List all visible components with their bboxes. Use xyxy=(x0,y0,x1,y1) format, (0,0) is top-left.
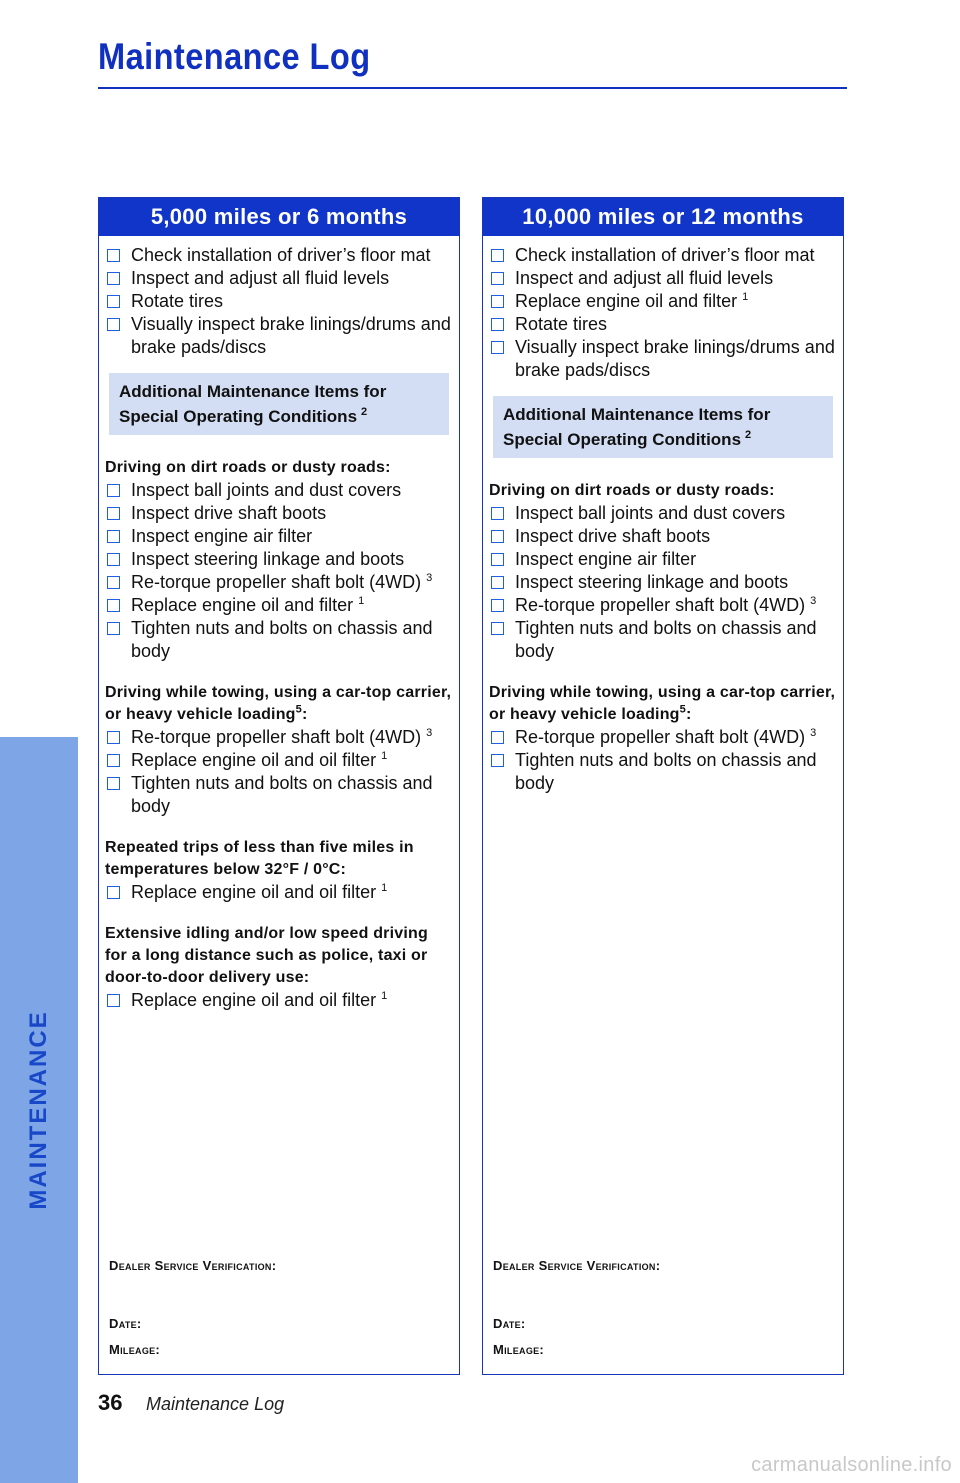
item-text: Tighten nuts and bolts on chassis and body xyxy=(131,618,433,661)
panel-5000-miles xyxy=(98,197,460,1375)
footnote-ref: 2 xyxy=(745,429,752,442)
checklist-item xyxy=(489,525,837,548)
footnote-ref: 1 xyxy=(742,291,749,303)
item-text: Visually inspect brake linings/drums and brake pads/discs xyxy=(515,337,835,380)
checkbox[interactable] xyxy=(107,576,120,589)
page-title: Maintenance Log xyxy=(98,36,371,77)
condition-group xyxy=(105,923,453,1012)
item-text: Check installation of driver’s floor mat xyxy=(131,245,431,265)
page-number: 36 xyxy=(98,1390,123,1415)
checkbox[interactable] xyxy=(491,599,504,612)
checklist-item xyxy=(489,502,837,525)
condition-group xyxy=(489,480,837,663)
item-text: Tighten nuts and bolts on chassis and body xyxy=(515,618,817,661)
checklist-item xyxy=(105,267,453,290)
standard-items xyxy=(105,244,453,359)
checklist-item xyxy=(489,571,837,594)
checklist-item xyxy=(489,267,837,290)
footer-label: Maintenance Log xyxy=(146,1394,285,1414)
checkbox[interactable] xyxy=(491,754,504,767)
item-text: Inspect engine air filter xyxy=(515,549,697,569)
checkbox[interactable] xyxy=(107,754,120,767)
item-text: Inspect drive shaft boots xyxy=(515,526,711,546)
checklist-item xyxy=(489,290,837,313)
condition-heading: Driving while towing, using a car-top carrier, or heavy vehicle loading$^5$: xyxy=(489,684,836,723)
condition-heading: Driving on dirt roads or dusty roads: xyxy=(105,459,391,476)
footnote-ref: 1 xyxy=(381,750,388,762)
checklist-item xyxy=(105,989,453,1012)
condition-group xyxy=(105,837,453,904)
checklist-item xyxy=(489,244,837,267)
checklist-item xyxy=(105,726,453,749)
checklist-item xyxy=(489,594,837,617)
checkbox[interactable] xyxy=(491,576,504,589)
checkbox[interactable] xyxy=(107,994,120,1007)
special-line-2: Special Operating Conditions $^2$ xyxy=(503,429,752,449)
item-text: Replace engine oil and oil filter xyxy=(131,882,377,902)
checkbox[interactable] xyxy=(491,622,504,635)
checkbox[interactable] xyxy=(107,731,120,744)
condition-heading: Driving on dirt roads or dusty roads: xyxy=(489,482,775,499)
item-text: Inspect drive shaft boots xyxy=(131,503,327,523)
checkbox[interactable] xyxy=(107,622,120,635)
item-text: Replace engine oil and filter xyxy=(515,291,738,311)
special-conditions-box xyxy=(493,396,833,458)
checkbox[interactable] xyxy=(491,553,504,566)
item-text: Inspect steering linkage and boots xyxy=(131,549,405,569)
date-label: Date: xyxy=(493,1316,526,1331)
checkbox[interactable] xyxy=(107,249,120,262)
item-text: Check installation of driver’s floor mat xyxy=(515,245,815,265)
footnote-ref: 2 xyxy=(361,406,368,419)
checkbox[interactable] xyxy=(491,530,504,543)
checklist-item xyxy=(489,313,837,336)
special-conditions-box xyxy=(109,373,449,435)
item-text: Inspect and adjust all fluid levels xyxy=(515,268,774,288)
footnote-ref: 1 xyxy=(381,882,388,894)
checklist-item xyxy=(105,571,453,594)
checklist-item xyxy=(105,772,453,818)
footnote-ref: 3 xyxy=(426,727,433,739)
checkbox[interactable] xyxy=(107,886,120,899)
condition-groups xyxy=(105,457,453,1012)
item-text: Inspect steering linkage and boots xyxy=(515,572,789,592)
checkbox[interactable] xyxy=(107,599,120,612)
item-text: Tighten nuts and bolts on chassis and body xyxy=(515,750,817,793)
item-text: Re-torque propeller shaft bolt (4WD) xyxy=(515,727,806,747)
condition-heading: Extensive idling and/or low speed driving for a long distance such as police, taxi or door-to-door delivery use: xyxy=(105,925,428,986)
dealer-verification-label: Dealer Service Verification: xyxy=(493,1258,661,1273)
special-line-2: Special Operating Conditions $^2$ xyxy=(119,406,368,426)
checkbox[interactable] xyxy=(107,553,120,566)
side-tab-label: MAINTENANCE xyxy=(25,1010,52,1210)
checklist-item xyxy=(105,617,453,663)
item-text: Inspect ball joints and dust covers xyxy=(515,503,786,523)
condition-group xyxy=(105,682,453,818)
item-text: Replace engine oil and filter xyxy=(131,595,354,615)
footnote-ref: 3 xyxy=(426,572,433,584)
condition-group xyxy=(105,457,453,663)
footnote-ref: 5 xyxy=(679,703,686,716)
checklist-item xyxy=(489,617,837,663)
checklist-item xyxy=(105,313,453,359)
checkbox[interactable] xyxy=(491,731,504,744)
item-text: Inspect engine air filter xyxy=(131,526,313,546)
checkbox[interactable] xyxy=(107,318,120,331)
mileage-label: Mileage: xyxy=(493,1342,545,1357)
item-text: Inspect and adjust all fluid levels xyxy=(131,268,390,288)
item-text: Replace engine oil and oil filter xyxy=(131,750,377,770)
checklist-item xyxy=(105,548,453,571)
item-text: Rotate tires xyxy=(131,291,224,311)
item-text: Visually inspect brake linings/drums and brake pads/discs xyxy=(131,314,451,357)
checklist-item xyxy=(489,749,837,795)
special-line-1: Additional Maintenance Items for xyxy=(503,405,771,424)
watermark: carmanualsonline.info xyxy=(751,1454,952,1476)
checkbox[interactable] xyxy=(107,295,120,308)
panel-10000-miles xyxy=(482,197,844,1375)
checklist-item xyxy=(105,290,453,313)
item-text: Re-torque propeller shaft bolt (4WD) xyxy=(131,727,422,747)
checkbox[interactable] xyxy=(107,507,120,520)
footnote-ref: 3 xyxy=(810,727,817,739)
item-text: Tighten nuts and bolts on chassis and body xyxy=(131,773,433,816)
checkbox[interactable] xyxy=(107,484,120,497)
mileage-label: Mileage: xyxy=(109,1342,161,1357)
checkbox[interactable] xyxy=(491,295,504,308)
checkbox[interactable] xyxy=(107,777,120,790)
footnote-ref: 1 xyxy=(381,990,388,1002)
condition-group xyxy=(489,682,837,795)
condition-heading: Driving while towing, using a car-top carrier, or heavy vehicle loading$^5$: xyxy=(105,684,452,723)
checklist-item xyxy=(105,479,453,502)
checklist-item xyxy=(105,244,453,267)
footnote-ref: 3 xyxy=(810,595,817,607)
checklist-item xyxy=(105,749,453,772)
checklist-item xyxy=(105,502,453,525)
standard-items xyxy=(489,244,837,382)
checkbox[interactable] xyxy=(491,249,504,262)
checklist-item xyxy=(489,336,837,382)
footnote-ref: 5 xyxy=(295,703,302,716)
item-text: Replace engine oil and oil filter xyxy=(131,990,377,1010)
item-text: Re-torque propeller shaft bolt (4WD) xyxy=(131,572,422,592)
date-label: Date: xyxy=(109,1316,142,1331)
checklist-item xyxy=(105,594,453,617)
panel-body xyxy=(483,236,843,795)
dealer-verification-label: Dealer Service Verification: xyxy=(109,1258,277,1273)
item-text: Inspect ball joints and dust covers xyxy=(131,480,402,500)
title-rule xyxy=(98,87,847,89)
checklist-item xyxy=(489,548,837,571)
checklist-item xyxy=(105,881,453,904)
checkbox[interactable] xyxy=(491,507,504,520)
condition-heading: Repeated trips of less than five miles in temperatures below 32°F / 0°C: xyxy=(105,839,414,878)
checkbox[interactable] xyxy=(491,272,504,285)
checklist-item xyxy=(489,726,837,749)
item-text: Re-torque propeller shaft bolt (4WD) xyxy=(515,595,806,615)
checkbox[interactable] xyxy=(491,318,504,331)
checkbox[interactable] xyxy=(491,341,504,354)
checklist-item xyxy=(105,525,453,548)
footnote-ref: 1 xyxy=(358,595,365,607)
panel-header: 10,000 miles or 12 months xyxy=(483,198,843,236)
panel-header: 5,000 miles or 6 months xyxy=(99,198,459,236)
checkbox[interactable] xyxy=(107,530,120,543)
special-line-1: Additional Maintenance Items for xyxy=(119,382,387,401)
item-text: Rotate tires xyxy=(515,314,608,334)
condition-groups xyxy=(489,480,837,795)
panel-body xyxy=(99,236,459,1012)
checkbox[interactable] xyxy=(107,272,120,285)
